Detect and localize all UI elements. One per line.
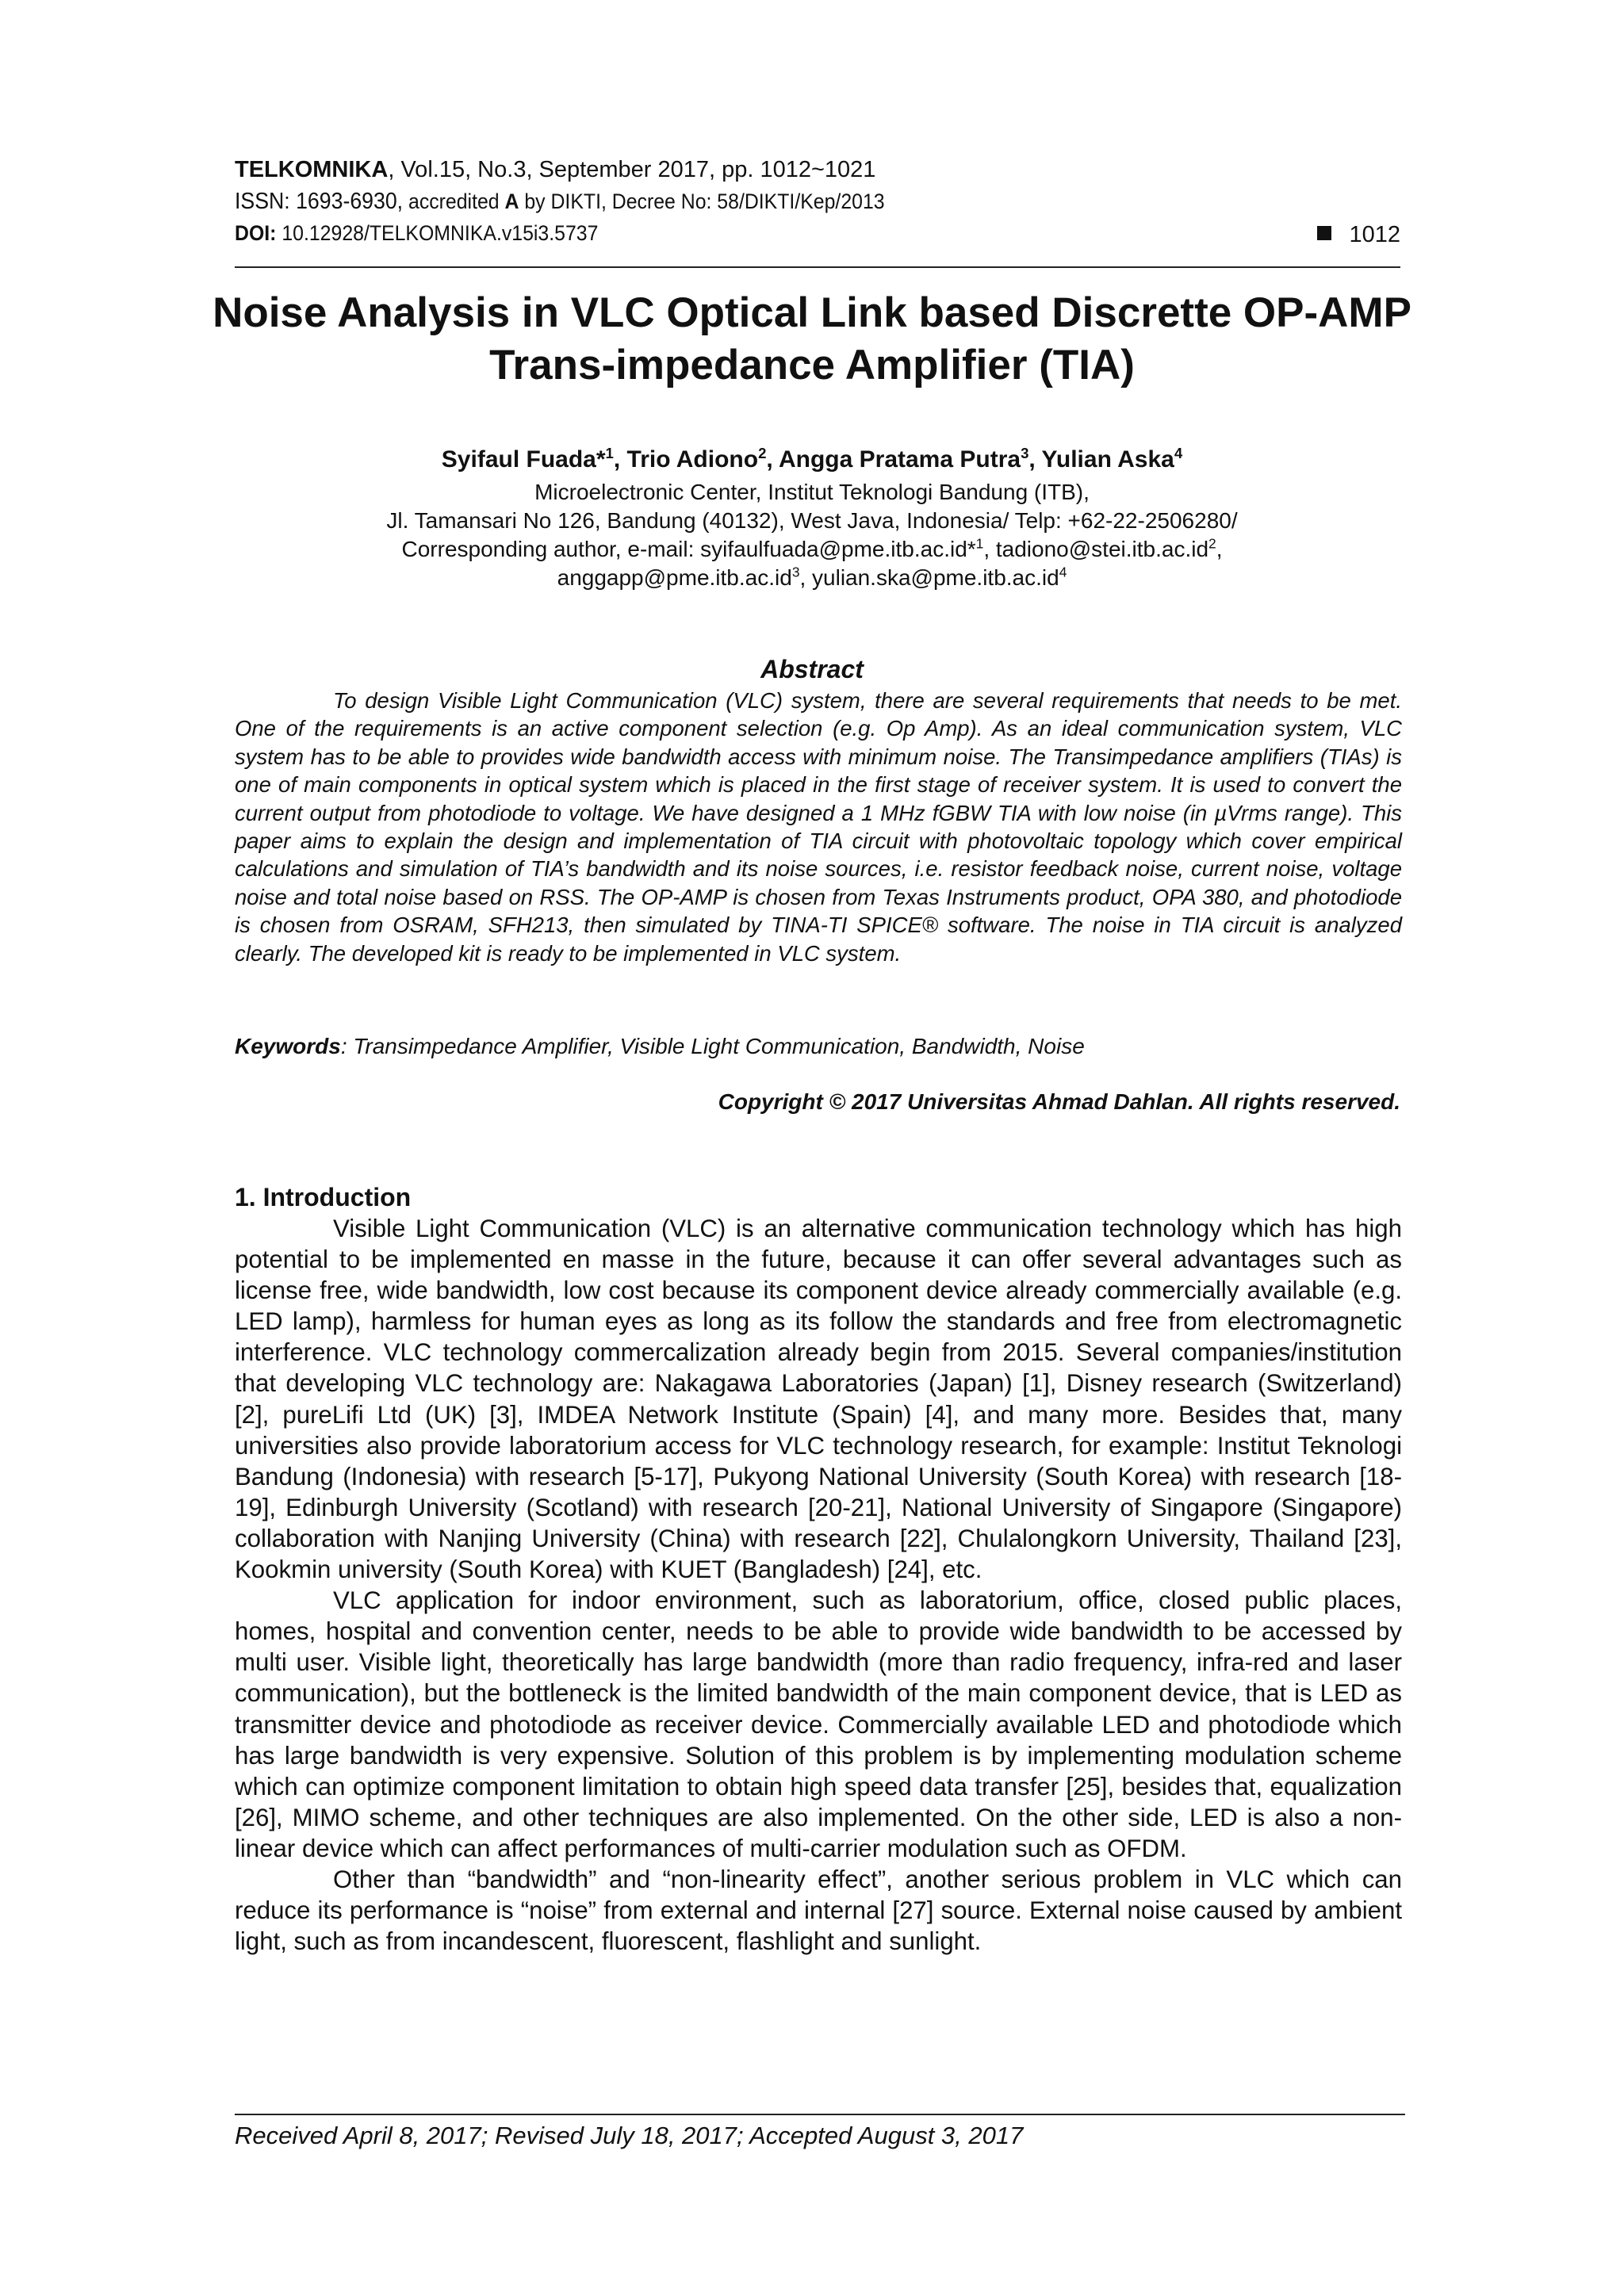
author: Syifaul Fuada*$^1$, xyxy=(441,445,627,473)
square-bullet-icon xyxy=(1317,226,1331,240)
keywords-text: : Transimpedance Amplifier, Visible Light Communication, Bandwidth, Noise xyxy=(340,1034,1085,1058)
paragraph: Other than “bandwidth” and “non-linearity effect”, another serious problem in VLC which can reduce its performance is “noise” from external and internal [27] source. External noise caused by ambient light, such as from incandescent, fluorescent, flashlight and sunlight. xyxy=(235,1865,1402,1956)
keywords-line xyxy=(235,1032,1085,1061)
footer-rule xyxy=(235,2114,1405,2115)
header-rule xyxy=(235,266,1400,268)
affiliation-line-1: Microelectronic Center, Institut Teknologi Bandung (ITB), xyxy=(534,480,1090,504)
issn-decree: by DIKTI, Decree No: 58/DIKTI/Kep/2013 xyxy=(519,189,885,213)
paper-title: Noise Analysis in VLC Optical Link based Discrette OP-AMP Trans-impedance Amplifier (TIA) xyxy=(213,289,1411,388)
affiliation-line-2: Jl. Tamansari No 126, Bandung (40132), West Java, Indonesia/ Telp: +62-22-2506280/ xyxy=(386,508,1238,533)
abstract-heading: Abstract xyxy=(760,655,864,683)
corresponding-author-line: Corresponding author, e-mail: syifaulfuada@pme.itb.ac.id*$^1$, $tadiono@stei.itb.ac.id^2$, xyxy=(401,535,1223,561)
author: Trio Adiono$^2$, xyxy=(626,445,779,473)
keywords-label: Keywords xyxy=(235,1034,341,1058)
doi-line xyxy=(235,219,598,247)
paragraph: VLC application for indoor environment, such as laboratorium, office, closed public places, homes, hospital and convention center, needs to be able to provide wide bandwidth to be accessed by multi user. Visible light, theoretically has large bandwidth (more than radio frequency, infra-red and laser communication), but the bottleneck is the limited bandwidth of the main component device, that is LED as transmitter device and photodiode as receiver device. Commercially available LED and photodiode which has large bandwidth is very expensive. Solution of this problem is by implementing modulation scheme which can optimize component limitation to obtain high speed data transfer [25], besides that, equalization [26], MIMO scheme, and other techniques are also implemented. On the other side, LED is also a non-linear device which can affect performances of multi-carrier modulation such as OFDM. xyxy=(235,1586,1402,1862)
copyright-notice: Copyright © 2017 Universitas Ahmad Dahlan. All rights reserved. xyxy=(718,1089,1400,1114)
paragraph: Visible Light Communication (VLC) is an alternative communication technology which has high potential to be implemented en masse in the future, because it can offer several advantages such as license free, wide bandwidth, low cost because its component device already commercially available (e.g. LED lamp), harmless for human eyes as long as its follow the standards and free from electromagnetic interference. VLC technology commercalization already begin from 2015. Several companies/institution that developing VLC technology are: Nakagawa Laboratories (Japan) [1], Disney research (Switzerland) [2], pureLifi Ltd (UK) [3], IMDEA Network Institute (Spain) [4], and many more. Besides that, many universities also provide laboratorium access for VLC technology research, for example: Institut Teknologi Bandung (Indonesia) with research [5-17], Pukyong National University (South Korea) with research [18-19], Edinburgh University (Scotland) with research [20-21], National University of Singapore (Singapore) collaboration with Nanjing University (China) with research [22], Chulalongkorn University, Thailand [23], Kookmin university (South Korea) with KUET (Bangladesh) [24], etc. xyxy=(235,1215,1402,1584)
author-list xyxy=(235,444,1389,476)
issn-grade: A xyxy=(504,189,519,213)
abstract-text: To design Visible Light Communication (VLC) system, there are several requirements that needs to be met. One of the requirements is an active component selection (e.g. Op Amp). As an ideal communication system, VLC system has to be able to provides wide bandwidth access with minimum noise. The Transimpedance amplifiers (TIAs) is one of main components in optical system which is placed in the first stage of receiver system. It is used to convert the current output from photodiode to voltage. We have designed a 1 MHz fGBW TIA with low noise (in µVrms range). This paper aims to explain the design and implementation of TIA circuit with photovoltaic topology which cover empirical calculations and simulation of TIA’s bandwidth and its noise sources, i.e. resistor feedback noise, current noise, voltage noise and total noise based on RSS. The OP-AMP is chosen from Texas Instruments product, OPA 380, and photodiode is chosen from OSRAM, SFH213, then simulated by TINA-TI SPICE® software. The noise in TIA circuit is analyzed clearly. The developed kit is ready to be implemented in VLC system. xyxy=(235,688,1402,966)
author: Yulian Aska$^4$ xyxy=(1041,445,1183,473)
email-line: $anggapp@pme.itb.ac.id^3$, $yulian.ska@pme.itb.ac.id^4$ xyxy=(557,564,1067,590)
journal-citation-line xyxy=(235,155,875,184)
doi-label: DOI: xyxy=(235,221,277,245)
introduction-body xyxy=(235,1213,1402,1957)
doi-value: 10.12928/TELKOMNIKA.v15i3.5737 xyxy=(276,221,599,245)
author: Angga Pratama Putra$^3$, xyxy=(778,445,1042,473)
section-heading: 1. Introduction xyxy=(235,1183,412,1211)
journal-citation: , Vol.15, No.3, September 2017, pp. 1012~1021 xyxy=(388,157,876,182)
page-number: 1012 xyxy=(1349,222,1400,247)
page-number-block xyxy=(1317,220,1400,249)
issn-accredited: accredited xyxy=(403,189,505,213)
journal-name: TELKOMNIKA xyxy=(235,157,389,182)
issn-line xyxy=(235,187,885,216)
received-dates: Received April 8, 2017; Revised July 18, 2017; Accepted August 3, 2017 xyxy=(235,2122,1024,2149)
issn-label: ISSN: 1693-6930, xyxy=(235,189,404,214)
